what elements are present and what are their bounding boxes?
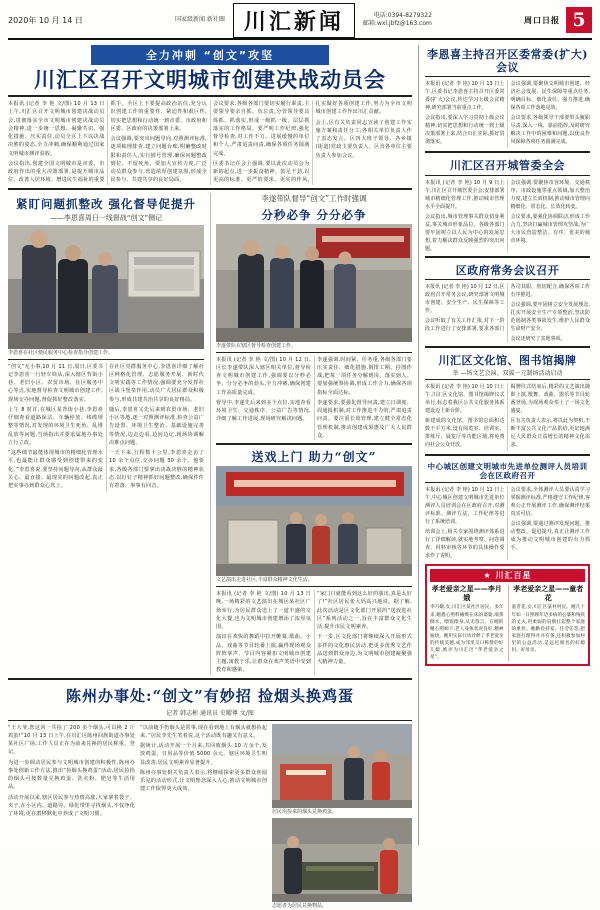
para: 演出在欢快的舞蹈中拉开帷幕,歌曲、小品、戏曲等节目轮番上演,赢得现场观众阵阵掌声。节目内容紧扣文明城市创建主题,寓教于乐,让群众在欢声笑语中受到教育和感染。 [216,634,311,674]
feature-mid2-body [216,590,412,675]
para: 活动开展以来,辖区居民参与热情高涨,大家拿着袋子、夹子,在小区内、道路旁、绿化带里寻找烟头,不仅净化了环境,更在潜移默化中养成了文明习惯。 [8,794,135,818]
feature-mid-caption: 李遂带队在辖区督导检查创建工作。 [216,342,297,349]
para: 陈州办事处相关负责人表示,将继续探索更多群众喜闻乐见的活动形式,让文明理念深入人心,推动文明城市创建工作取得更大成效。 [140,769,267,793]
star-entry [508,585,586,661]
feature-mid2-photo [216,466,412,576]
feature-mid2-caption: 文艺演出走进社区,丰富群众精神文化生活。 [216,577,313,584]
para: 本报讯 (记者 李 艳) 10 月 10 日上午,川汇区文化馆、图书馆揭牌仪式举行,标志着我区公共文化服务体系建设迈上新台阶。 [425,383,505,414]
para: 本报讯 (记者 李 艳 文/图) 10 月 13 日晚,一场精彩的文艺演出在城区某社区广场举行,为居民群众送上了一道丰盛的文化大餐,也为文明城市创建增添了浓厚氛围。 [216,591,311,631]
lead-story [8,45,412,185]
feature-left-subhead: ——李恩喜周日一线督战“创文”侧记 [49,213,163,222]
lead-para: 会议强调,要突出问题导向,对照测评标准,逐项梳理排查,建立问题台账,明确整改时限和责任人,实行销号管理,确保问题整改到位、不留死角。要加大宣传力度,广泛动员群众参与,营造浓厚创建氛围,形成全民参与、共建共享的良好局面。 [110,136,207,184]
para: 会议强调,要通过测评发现问题、推动整改、促进提升,真正让测评工作成为推动文明城市创建的有力抓手。 [510,520,590,551]
right-body [425,383,590,451]
photo-illustration [8,225,204,349]
bottom-byline: 记者 韩志彬 通讯员 史曜尊 文/图 [166,709,254,717]
bottom-headline: 陈州办事处:“创文”有妙招 捡烟头换鸡蛋 [65,686,355,705]
feature-left-photo [8,225,204,349]
lead-para: 会上,区有关负责同志宣读了创建工作实施方案和责任分工,各相关单位负责人作了表态发言。区四大班子领导、各乡镇(街道)党政主要负责人、区直各单位主要负责人参加会议。 [315,119,412,159]
bottom-text-col [8,724,135,910]
divider [8,359,204,360]
divider [425,346,590,348]
star-box [425,564,590,666]
right-article [425,261,590,343]
para: “这些细节最能体现城市的精细化管理水平,也最能让群众感受到创建带来的变化。”李恩喜说,要坚持问题导向,从群众最关心、最直接、最现实的问题改起,真正把实事办到群众心坎上。 [8,450,103,490]
para: 会议要求,要强化协调联动,形成工作合力,坚决打赢城市管理攻坚战,为广大市民营造整洁、有序、优美的城市环境。 [510,213,590,244]
lead-para: 会议要求,各级各部门要切实履行职责,主要领导要亲自抓、负总责,分管领导要具体抓、抓落实,形成一级抓一级、层层抓落实的工作格局。要严明工作纪律,强化督导检查,对工作不力、进展缓慢的单位和个人,严肃追责问责,确保各项任务圆满完成。 [213,101,310,157]
para: 据统计,活动开展一个月来,共回收烟头 10 万余个,发放鸡蛋、日用品等价值 5000 余元。辖区环境卫生明显改善,居民文明素养显著提升。 [140,743,267,766]
divider [425,454,590,456]
para: 会议指出,要深入学习贯彻上级会议精神,切实把思想和行动统一到上级决策部署上来,结合川汇实际,抓好贯彻落实。 [425,115,505,146]
divider [216,586,412,587]
feature-left-headline: 紧盯问题抓整改 强化督导促提升 [15,196,196,211]
feature-mid2-headline: 送戏上门 助力“创文” [251,450,377,465]
para: 会议还研究了其他事项。 [510,335,566,342]
bottom-caption-1: 居民用捡来的烟头兑换鸡蛋。 [272,808,338,815]
para: “以前随手扔烟头是常事,现在看到地上有烟头就想捡起来。”居民李先生笑着说,这个活动既有趣又有意义。 [140,724,267,739]
right-body [425,283,590,343]
divider [425,256,590,258]
lead-kicker: 全力冲刺 “创文”攻坚 [91,45,329,65]
star-box-columns [430,585,585,661]
divider [425,151,590,153]
para: 一天下来,行程数十公里,李恩喜走访了 10 余个点位,交办问题 30 余个。他要求,各级各部门要拿出决战决胜的精神状态,以钉钉子精神抓好问题整改,确保件件有着落、事事有回音。 [109,450,204,490]
divider [8,720,412,721]
para: 会议强调,要聚焦文明城市创建、经济社会发展、民生保障等重点任务,明确目标、细化责任、强力推进,确保各项工作落地见效。 [510,81,590,112]
right-headline: 川汇区召开城管委全会 [450,159,565,173]
photo-illustration [216,466,412,576]
bottom-text-col [140,724,267,910]
masthead [8,6,592,40]
divider [8,95,412,97]
para: “家门口就能看到这么好的演出,真是太好了!”社区居民张大妈高兴地说。据了解,此次活动是区文化部门开展的“送戏进社区”系列活动之一,旨在丰富群众文化生活,提升市民文明素养。 [317,591,412,631]
feature-left-caption: 李恩喜在社区便民服务中心检查指导创建工作。 [8,349,114,356]
para: 为进一步调动居民参与文明城市创建的积极性,陈州办事处创新工作方法,推出“捡烟头换鸡蛋”活动,居民捡拾的烟头可按数量兑换鸡蛋、洗衣粉、肥皂等生活用品。 [8,759,135,791]
contact-email: 邮箱:wxl.jbfz@163.com [362,20,432,27]
right-article [425,156,590,252]
feature-mid-headline: 分秒必争 分分必争 [261,207,367,222]
para: 下一步,区文化部门将继续深入开展形式多样的文化惠民活动,把更多优秀文艺作品送到群众身边,为文明城市创建凝聚强大精神力量。 [317,634,412,666]
lead-body [8,100,412,185]
para: 会议指出,城市管理事关群众切身利益,事关城市形象品位。各级各部门要牢固树立以人民为中心的发展思想,着力解决群众反映强烈的突出问题。 [425,213,505,252]
feature-mid-body [216,356,412,441]
paper-name: 周口日报 [523,15,560,25]
para: “王大爷,您这回一共捡了 200 多个烟头,可以换 2 斤鸡蛋!”10 月 13 日上午,在川汇区陈州回族街道办事处某社区广场,工作人员正在为前来兑换的居民称重、登记。 [8,724,135,756]
masthead-center [175,3,432,38]
star-entry [430,585,504,661]
divider [425,482,590,483]
feature-left [8,193,204,675]
lead-para: 区委书记在会上强调,要以此次动员会为新的起点,进一步振奋精神、鼓足干劲,以更高的标准、更严的要求、更实的作风,扎实做好各项创建工作,努力为全市文明城市创建工作作出川汇贡献。 [213,101,412,184]
para: 培训会上,相关专家围绕测评体系进行了详细解读,就实地考察、问卷调查、材料审核等环节的具体操作要求作了说明。 [425,528,505,559]
para: 在社区党群服务中心,李恩喜详细了解社区网格化管理、志愿服务开展、新时代文明实践等工作情况,强调要充分发挥社区战斗堡垒作用,动员广大居民群众积极参与,形成共建共治共享的良好格局。 [109,363,204,403]
divider [216,443,412,445]
contact-phone: 电话:0​3​9​4​-​8​2​7​9​3​2​2 [373,12,432,20]
para: 本报讯 (记者 李 艳) 10 月 11 日上午,中心城区创建文明城市先进单位测评人员培训会在区政府召开,对测评标准、测评方法、工作纪律等进行了系统培训。 [425,486,505,525]
star-entry-heading: 孝老爱亲之星——李月娥 [431,584,502,602]
para: 督导中,李遂先后来到多个点位,实地查看环境卫生、交通秩序、公益广告等情况,详细了解工作进展,现场研究解决问题。 [216,399,311,423]
star-entry-text: 童者花,女,川汇区某村村民。她几十年如一日照顾年迈多病的公婆和残疾的丈夫,用柔弱的肩膀扛起整个家庭的重担。她勤俭持家、任劳任怨,把家庭打理得井井有条,还积极参加村里的公益活动,是远近闻名的好媳妇、好母亲。 [511,605,586,654]
para: 上午 8 时许,在城区某背街小巷,李恩喜仔细查看道路保洁、车辆停放、线缆规整等情况,对发现的环境卫生死角、乱堆乱放等问题,当场指出并要求属地办事处立行立改。 [8,406,103,446]
para: 本报讯 (记者 李 艳) 10 月 12 日,区政府召开常务会议,研究部署文明城市创建、安全生产、民生保障等工作。 [425,283,505,314]
bottom-photo-col [272,724,412,910]
right-body [425,486,590,560]
feature-mid-kicker: 李遂带队督导“创文”工作时强调 [261,193,367,203]
page-title: 川汇新闻 [233,3,355,38]
para: 李遂要求,要强化督导问责,建立日调度、周通报机制,对工作推进不力的,严肃追责问责。要注重长效管理,建立健全常态化管理机制,推动创建成果惠及广大人民群众。 [317,399,412,439]
divider [425,279,590,280]
bottom-grid [8,724,412,910]
para: 本报讯 (记者 李 艳 文/图) 10 月 12 日,区长李遂带队深入辖区相关单位,督导检查文明城市创建工作,强调要以分秒必争、分分必争的劲头,全力冲刺,确保创建工作高质量完成。 [216,356,311,396]
divider [8,188,412,190]
para: 随后,李恩喜又先后来到农贸市场、老旧小区等地,逐一对照测评标准,检查公益广告设置、环境卫生整治、基础设施完善等情况,边走边看,边问边记,现场协调解决难点问题。 [109,406,204,446]
divider [425,76,590,77]
masthead-mini-left: 国家级新闻 新社圈 [174,16,225,24]
para: 揭牌仪式结束后,精彩的文艺演出随即上演,歌舞、戏曲、器乐等节目轮番登场,为现场观众奉上了一场文化盛宴。 [510,383,590,414]
bottom-photo-2 [272,818,412,902]
photo-illustration [272,724,412,808]
para: 会议要求,全体测评人员要认真学习掌握测评标准,严格遵守工作纪律,客观公正开展测评工作,确保测评结果真实可信。 [510,486,590,517]
para: 本报讯 (记者 李 艳) 10 月 13 日上午,区委书记李恩喜主持召开区委常委(扩大)会议,传达学习上级会议精神,研究部署当前重点工作。 [425,81,505,112]
page-number-badge: 5 [566,7,592,33]
para: 会议强调,要聚焦市容环境、交通秩序、市政设施等重点领域,加大整治力度,建立长效机制,推动城市管理向精细化、常态化、长效化转变。 [510,179,590,210]
right-headline: 川汇区文化馆、图书馆揭牌 [438,353,577,367]
feature-left-body [8,363,204,493]
para: 会议强调,要牢固树立安全发展理念,扎实开展安全生产专项整治,坚决防范遏制各类事故发生,维护人民群众生命财产安全。 [510,301,590,332]
masthead-right [524,7,592,33]
photo-illustration [216,224,412,342]
divider [216,352,412,353]
star-entry-heading: 孝老爱亲之星——童者花 [513,584,584,602]
right-body [425,80,590,148]
right-headline: 中心城区创建文明城市先进单位测评人员培训会在区政府召开 [427,461,588,480]
bottom-photo-1 [272,724,412,808]
bottom-caption-2: 志愿者为居民兑换物品。 [272,902,328,909]
right-headline: 李恩喜主持召开区委常委(扩大)会议 [427,48,588,75]
right-article [425,459,590,560]
feature-mid [210,193,412,675]
bottom-story [8,683,412,910]
lead-headline: 川汇区召开文明城市创建决战动员会 [34,67,386,92]
feature-row [8,193,412,675]
para: “创文”无小事,10 月 11 日,周日,区委书记李恩喜一行轻车简从,深入辖区背街小巷、老旧小区、农贸市场、社区服务中心等点,实地督导检查文明城市创建工作,现场交办问题,督促抓好整改落实。 [8,363,103,403]
masthead-contact [363,12,432,28]
right-column [418,45,590,845]
right-subhead: 举 —场文艺会演、双翼一元制场活动启动 [452,369,563,377]
divider [425,379,590,380]
right-article [425,351,590,451]
para: 新建成的文化馆、图书馆总面积达数千平方米,设有阅览室、培训室、排练厅、展览厅等功能区域,将免费向社会公众开放。 [425,417,505,448]
divider [425,175,590,176]
right-article [425,45,590,148]
divider [8,678,412,680]
para: 区有关负责人表示,将以此为契机,不断丰富公共文化产品供给,更好地满足人民群众日益增长的精神文化需求。 [510,417,590,448]
right-headline: 区政府常务会议召开 [455,263,560,277]
para: 本报讯 (记者 李 艳) 10 月 9 日上午,川汇区召开城管委全会,安排部署城市精细化管理工作,推动城市管理水平全面提升。 [425,179,505,210]
photo-illustration [272,818,412,902]
lead-para: 本报讯 (记者 李 艳 文/图) 10 月 13 日上午,川汇区召开文明城市创建决战动员会,贯彻落实全市文明城市创建决战动员会精神,进一步统一思想、凝聚共识、强化措施、压实责任,动员全区上下以决战决胜的姿态,全力冲刺,确保顺利通过国家文明城市测评验收。 [8,101,105,157]
para: 会议听取了有关工作汇报,对下一阶段工作进行了安排部署,要求各部门各司其职、密切配合,确保各项工作有序推进。 [425,283,590,332]
publication-date: 2020年 10 月 14 日 [8,15,83,25]
feature-mid-photo [216,224,412,342]
main-column [8,45,412,909]
lead-para: 会议指出,创建全国文明城市是市委、市政府作出的重大决策部署,是提升城市品位、改善人居环境、增进民生福祉的重要抓手。全区上下要提高政治站位,充分认识创建工作的重要性、紧迫性和艰巨性,切实把思想和行动统一到市委、市政府和区委、区政府的决策部署上来。 [8,101,207,184]
page-body [8,45,592,909]
star-entry-text: 李月娥,女,川汇区某社区居民。多年来,她悉心照料瘫痪在床的婆婆,端茶倒水、喂饭擦身,从无怨言。在她的精心照顾下,老人身体状况良好,精神愉快。她用实际行动诠释了孝老爱亲的传统美德,成为邻里交口称赞的好儿媳,被评为川汇区“孝老爱亲之星”。 [430,605,504,661]
right-body [425,179,590,253]
para: 会议要求,各级领导干部要带头履职尽责,深入一线、靠前指挥,及时研究解决工作中的困难和问题,以优良作风保障各项任务圆满完成。 [510,115,590,146]
star-box-banner: ★ 川汇百星 [430,569,585,582]
para: 李遂强调,时间紧、任务重,各级各部门要压实责任、细化措施,倒排工期、挂图作战,把每一项任务分解到岗、落实到人。要加强统筹协调,形成工作合力,确保各项指标全面达标。 [317,356,412,396]
